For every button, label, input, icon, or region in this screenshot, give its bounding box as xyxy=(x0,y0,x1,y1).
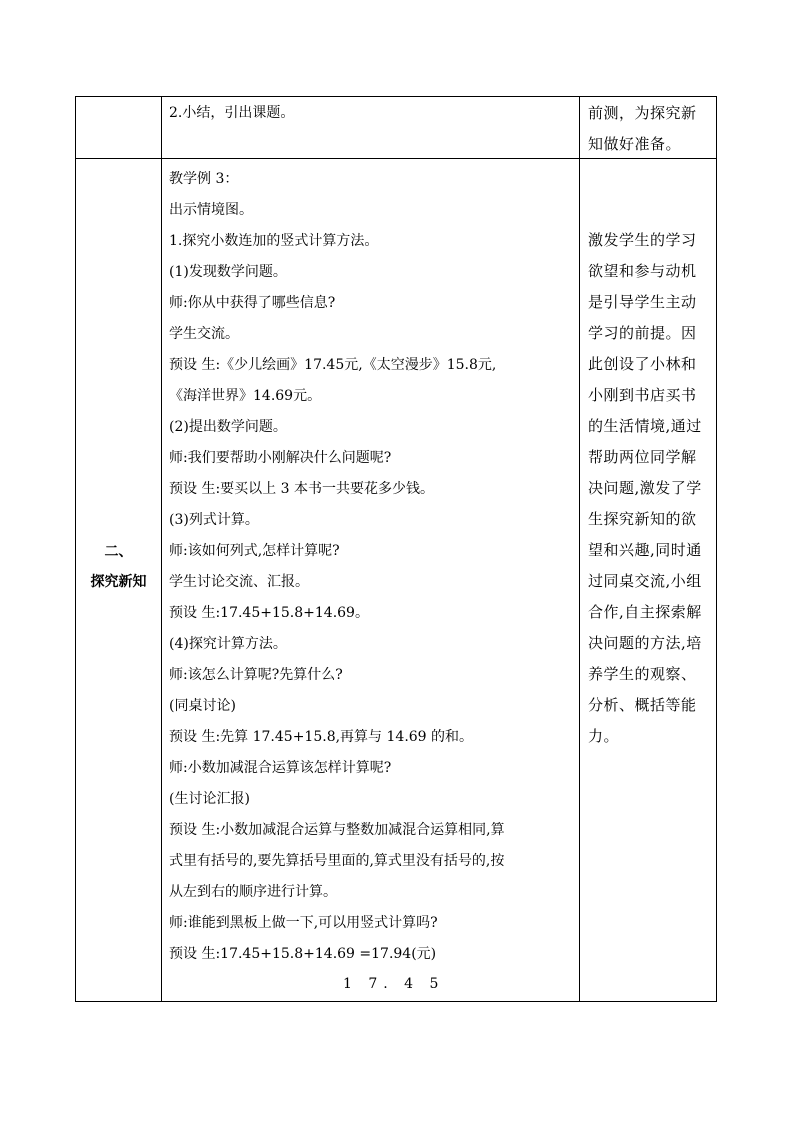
note-line: 帮助两位同学解 xyxy=(588,448,697,466)
section-title: 探究新知 xyxy=(90,574,147,590)
text-line: 预设 生:17.45+15.8+14.69 =17.94(元) xyxy=(169,946,437,962)
text-line: (1)发现数学问题。 xyxy=(169,264,287,280)
note-line: 决问题的方法,培 xyxy=(588,634,702,652)
note-line: 力。 xyxy=(588,727,620,745)
text-line: 预设 生:小数加减混合运算与整数加减混合运算相同,算 xyxy=(169,822,505,838)
text-line: 教学例 3： xyxy=(169,171,239,187)
row1-middle-cell xyxy=(169,98,569,129)
note-line: 是引导学生主动 xyxy=(588,293,697,311)
text-line: 师:该怎么计算呢?先算什么? xyxy=(169,667,343,683)
text-line: 从左到右的顺序进行计算。 xyxy=(169,884,337,900)
section-number: 二、 xyxy=(104,544,133,560)
text-line: (4)探究计算方法。 xyxy=(169,636,287,652)
note-line: 望和兴趣,同时通 xyxy=(588,541,702,559)
text-line: 预设 生:17.45+15.8+14.69。 xyxy=(169,605,369,621)
section-label xyxy=(76,537,161,597)
note-line: 小刚到书店买书 xyxy=(588,386,697,404)
row2-middle-cell xyxy=(169,164,574,970)
text-line: 师:谁能到黑板上做一下,可以用竖式计算吗? xyxy=(169,915,438,931)
note-line: 欲望和参与动机 xyxy=(588,262,697,280)
note-line: 此创设了小林和 xyxy=(588,355,697,373)
text-line: 1.探究小数连加的竖式计算方法。 xyxy=(169,233,379,249)
text-line: 2.小结，引出课题。 xyxy=(169,105,295,121)
note-line: 的生活情境,通过 xyxy=(588,417,702,435)
text-line: 预设 生:要买以上 3 本书一共要花多少钱。 xyxy=(169,481,434,497)
text-line: 预设 生:《少儿绘画》17.45元,《太空漫步》15.8元, xyxy=(169,357,497,373)
note-line: 前测，为探究新 xyxy=(588,104,697,122)
text-line: (3)列式计算。 xyxy=(169,512,259,528)
text-line: (生讨论汇报) xyxy=(169,791,250,807)
column-divider-2 xyxy=(579,97,580,1001)
note-line: 决问题,激发了学 xyxy=(588,479,702,497)
note-line: 学习的前提。因 xyxy=(588,324,697,342)
note-line: 过同桌交流,小组 xyxy=(588,572,702,590)
note-line: 分析、概括等能 xyxy=(588,696,697,714)
text-line: 师:该如何列式,怎样计算呢? xyxy=(169,543,340,559)
note-line: 激发学生的学习 xyxy=(588,231,697,249)
note-line: 养学生的观察、 xyxy=(588,665,697,683)
text-line: (2)提出数学问题。 xyxy=(169,419,287,435)
row1-right-cell xyxy=(588,98,716,160)
text-line: 出示情境图。 xyxy=(169,202,253,218)
text-line: 式里有括号的,要先算括号里面的,算式里没有括号的,按 xyxy=(169,853,505,869)
text-line: 学生讨论交流、汇报。 xyxy=(169,574,309,590)
text-line: 学生交流。 xyxy=(169,326,239,342)
text-line: (同桌讨论) xyxy=(169,698,236,714)
text-line: 师:我们要帮助小刚解决什么问题呢? xyxy=(169,450,392,466)
vertical-calculation: 1 7. 4 5 xyxy=(343,976,445,992)
text-line: 预设 生:先算 17.45+15.8,再算与 14.69 的和。 xyxy=(169,729,474,745)
text-line: 师:你从中获得了哪些信息? xyxy=(169,295,336,311)
column-divider-1 xyxy=(161,97,162,1001)
note-line: 生探究新知的欲 xyxy=(588,510,697,528)
note-line: 合作,自主探索解 xyxy=(588,603,702,621)
lesson-plan-table xyxy=(75,96,717,1002)
note-line: 知做好准备。 xyxy=(588,135,682,153)
row2-right-cell xyxy=(588,225,716,752)
text-line: 师:小数加减混合运算该怎样计算呢? xyxy=(169,760,392,776)
text-line: 《海洋世界》14.69元。 xyxy=(169,388,322,404)
